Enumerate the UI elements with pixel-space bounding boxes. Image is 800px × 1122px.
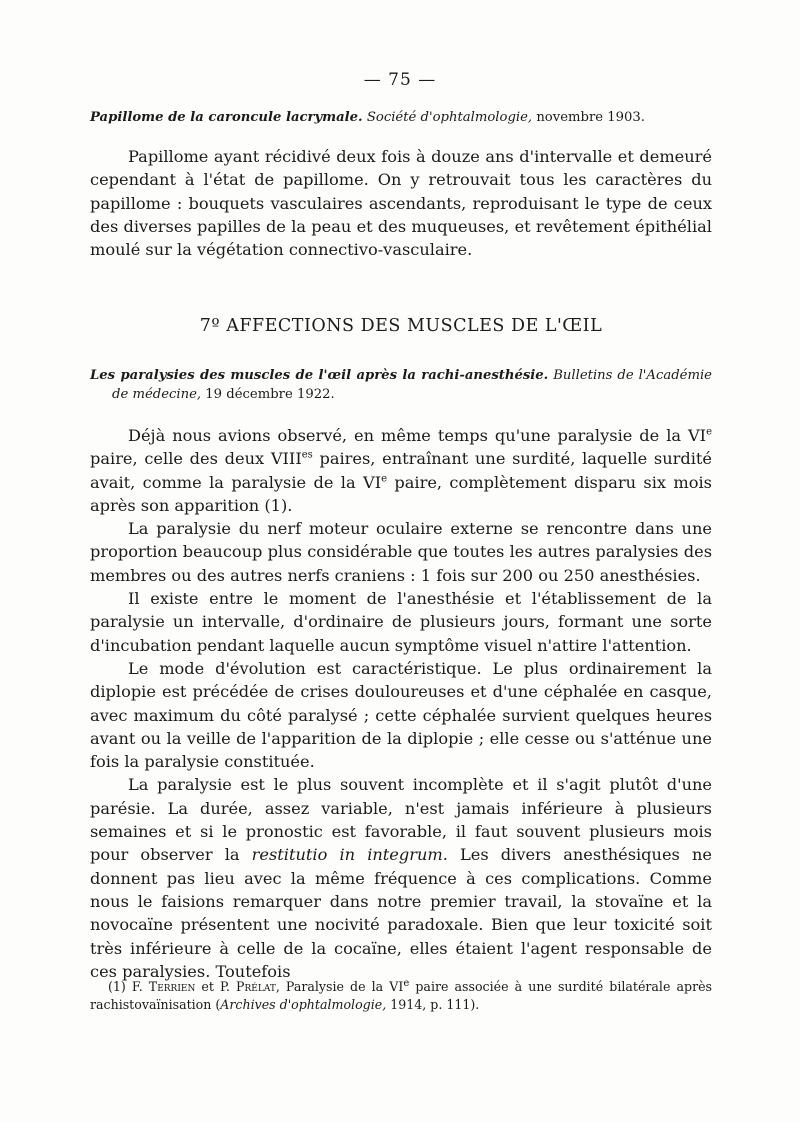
paragraph-intervalle: Il existe entre le moment de l'anesthésie et l'établissement de la paralysie un intervalle, d'ordinaire de plusieurs jours, formant une sorte d'incubation pendant laquelle aucun symptôme visuel n'attire l'attention. <box>90 589 712 655</box>
reference-title: Les paralysies des muscles de l'œil après la rachi-anesthésie. <box>90 368 549 383</box>
text-span: et P. <box>195 979 237 994</box>
text-span: paire associée à une surdité bilatérale après rachistovaïnisation ( <box>90 979 713 1012</box>
text-span: Les divers anesthésiques ne donnent pas lieu avec la même fréquence à ces complications. Comme nous le faisions remarquer dans notre premier travail, la stovaïne et la novocaïne présentent une nocivité paradoxale. Bien que leur toxicité soit très inférieure à celle de la cocaïne, elles étaient l'agent responsable de ces paralysies. Toutefois <box>90 845 712 981</box>
paragraph-paresie <box>90 773 712 983</box>
author-name: Prélat <box>236 979 276 994</box>
reference-journal: Société d'ophtalmologie, <box>366 110 533 125</box>
text-span: paires, entraînant une surdité, laquelle surdité avait, comme la paralysie de la VI <box>90 449 713 492</box>
footnote <box>90 978 712 1014</box>
reference-paralysies <box>90 366 712 404</box>
section-heading: 7º AFFECTIONS DES MUSCLES DE L'ŒIL <box>199 316 603 336</box>
paragraph-evolution: Le mode d'évolution est caractéristique. Le plus ordinairement la diplopie est précédée de crises douloureuses et d'une céphalée en casque, avec maximum du côté paralysé ; cette céphalée survient quelques heures avant ou la veille de l'apparition de la diplopie ; elle cesse ou s'atténue une fois la paralysie constituée. <box>90 658 712 772</box>
reference-journal: Bulletins de l'Académie de médecine, <box>112 368 712 402</box>
section-heading-container <box>90 316 712 336</box>
superscript: e <box>403 977 410 989</box>
page-number: — 75 — <box>363 70 437 90</box>
text-span: (1) F. <box>108 979 149 994</box>
italic-phrase: restitutio in integrum. <box>251 845 448 865</box>
text-span: , Paralysie de la VI <box>275 979 404 994</box>
footnote-journal: Archives d'ophtalmologie, <box>220 997 387 1012</box>
paragraph-nerf-moteur: La paralysie du nerf moteur oculaire externe se rencontre dans une proportion beaucoup plus considérable que toutes les autres paralysies des membres ou des autres nerfs craniens : 1 fois sur 200 ou 250 anesthésies. <box>90 519 712 585</box>
text-span: paire, complètement disparu six mois après son apparition (1). <box>90 472 712 515</box>
superscript: e <box>381 473 388 485</box>
paragraph-deja <box>90 424 712 517</box>
paragraph-papillome <box>90 145 712 261</box>
superscript: es <box>301 449 313 461</box>
reference-date: 19 décembre 1922. <box>205 387 335 402</box>
text-span: La paralysie est le plus souvent incomplète et il s'agit plutôt d'une parésie. La durée, assez variable, n'est jamais inférieure à plusieurs semaines et si le pronostic est favorable, il faut souvent plusieurs mois pour observer la <box>90 775 712 865</box>
reference-title: Papillome de la caroncule lacrymale. <box>90 110 363 125</box>
text-span: 1914, p. 111). <box>386 997 480 1012</box>
superscript: e <box>706 426 712 438</box>
author-name: Terrien <box>148 979 196 994</box>
paragraph-text: Papillome ayant récidivé deux fois à douze ans d'intervalle et demeuré cependant à l'état de papillome. On y retrouvait tous les caractères du papillome : bouquets vasculaires ascendants, reproduisant le type de ceux des diverses papilles de la peau et des muqueuses, et revêtement épithélial moulé sur la végétation connectivo-vasculaire. <box>90 147 712 260</box>
text-span: Déjà nous avions observé, en même temps qu'une paralysie de la VI <box>128 426 707 445</box>
text-span: paire, celle des deux VIII <box>90 449 302 469</box>
reference-date: novembre 1903. <box>536 110 645 125</box>
body-text <box>90 424 712 983</box>
reference-papillome <box>90 108 712 127</box>
